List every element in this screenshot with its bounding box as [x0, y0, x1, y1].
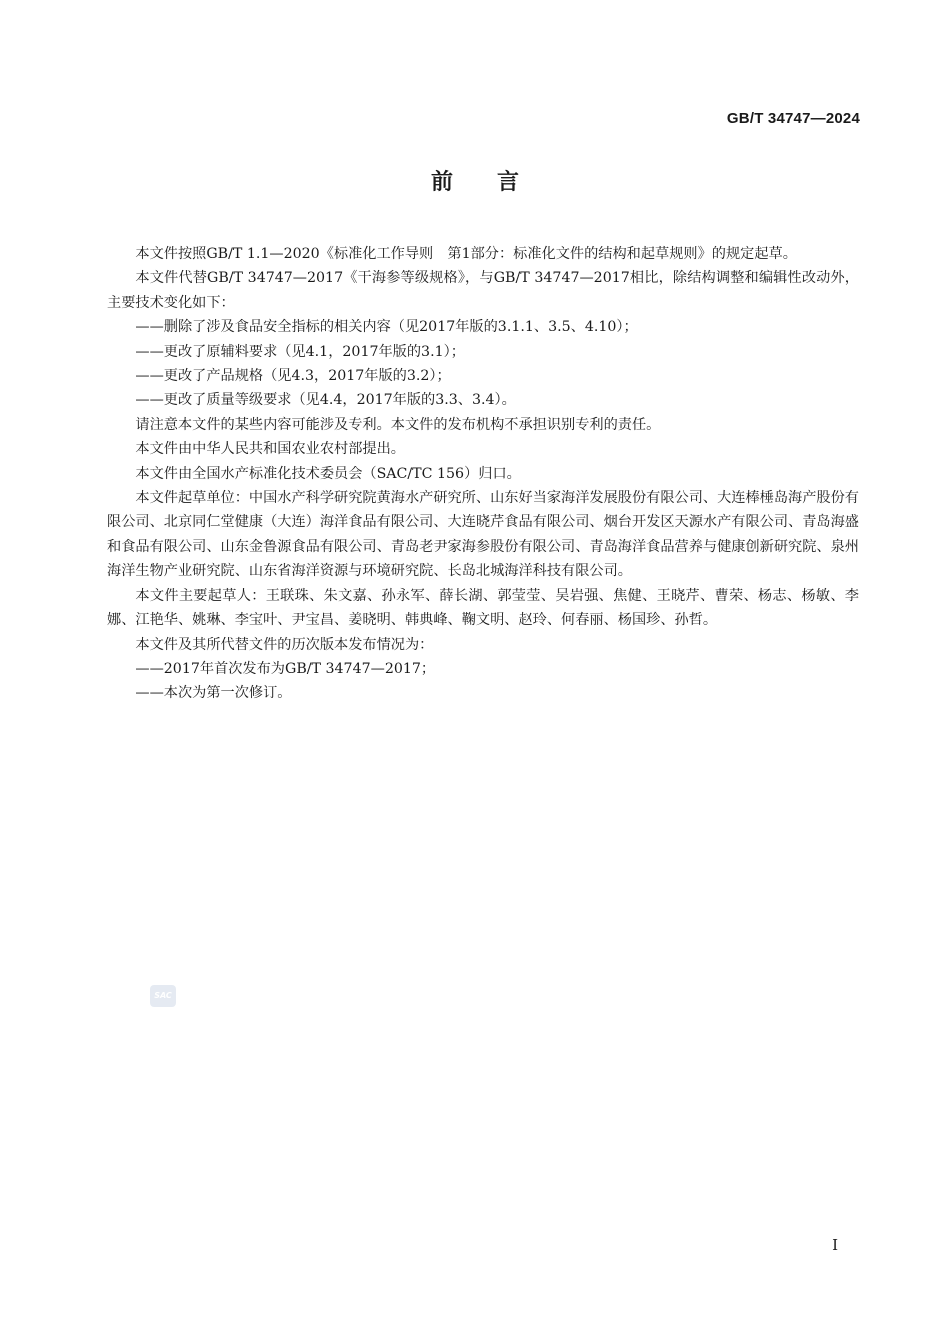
standard-number: GB/T 34747—2024 [726, 110, 860, 127]
change-item: ——更改了质量等级要求（见4.4，2017年版的3.3、3.4）。 [135, 392, 516, 409]
paragraph-drafting-rules: 本文件按照GB/T 1.1—2020《标准化工作导则 第1部分：标准化文件的结构和起草规则》的规定起草。 [135, 246, 797, 262]
paragraph-proposer: 本文件由中华人民共和国农业农村部提出。 [135, 441, 405, 458]
change-item: ——更改了原辅料要求（见4.1，2017年版的3.1）； [135, 343, 465, 360]
paragraph-replacement: 本文件代替GB/T 34747—2017《干海参等级规格》，与GB/T 34747—2017相比，除结构调整和编辑性改动外，主要技术变化如下： [107, 270, 859, 311]
sac-watermark-logo: SAC [150, 985, 176, 1007]
paragraph-committee: 本文件由全国水产标准化技术委员会（SAC/TC 156）归口。 [135, 465, 521, 482]
change-item: ——更改了产品规格（见4.3，2017年版的3.2）； [135, 368, 451, 385]
change-item: ——删除了涉及食品安全指标的相关内容（见2017年版的3.1.1、3.5、4.10）； [135, 319, 638, 336]
history-item: ——2017年首次发布为GB/T 34747—2017； [135, 660, 436, 677]
foreword-body [107, 242, 859, 706]
page-title: 前言 [430, 170, 563, 195]
paragraph-history: 本文件及其所代替文件的历次版本发布情况为： [135, 636, 434, 653]
paragraph-patent-notice: 请注意本文件的某些内容可能涉及专利。本文件的发布机构不承担识别专利的责任。 [135, 416, 661, 433]
history-item: ——本次为第一次修订。 [135, 685, 292, 702]
page-number: Ⅰ [832, 1236, 838, 1254]
paragraph-drafting-units: 本文件起草单位：中国水产科学研究院黄海水产研究所、山东好当家海洋发展股份有限公司、大连棒棰岛海产股份有限公司、北京同仁堂健康（大连）海洋食品有限公司、大连晓芹食品有限公司、烟台开发区天源水产有限公司、青岛海盛和食品有限公司、山东金鲁源食品有限公司、青岛老尹家海参股份有限公司、青岛海洋食品营养与健康创新研究院、泉州海洋生物产业研究院、山东省海洋资源与环境研究院、长岛北城海洋科技有限公司。 [107, 490, 859, 580]
paragraph-drafters: 本文件主要起草人：王联珠、朱文嘉、孙永军、薛长湖、郭莹莹、吴岩强、焦健、王晓芹、曹荣、杨志、杨敏、李娜、江艳华、姚琳、李宝叶、尹宝昌、姜晓明、韩典峰、鞠文明、赵玲、何春丽、杨国珍、孙哲。 [107, 587, 859, 629]
